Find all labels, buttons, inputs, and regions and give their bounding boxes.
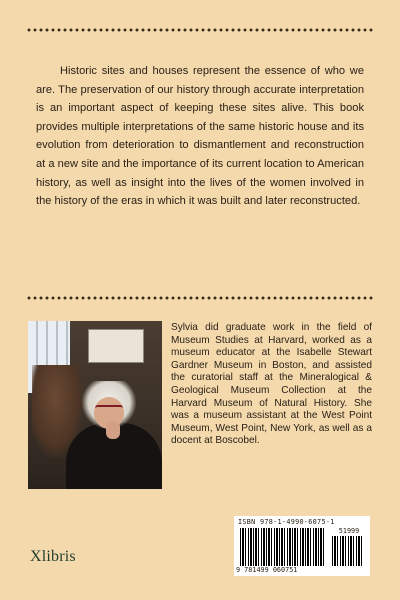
price-code-bars	[332, 536, 364, 566]
isbn-barcode	[234, 516, 370, 576]
price-code-label: 51999	[338, 527, 360, 535]
author-biography: Sylvia did graduate work in the field of Museum Studies at Harvard, worked as a museum educator at the Isabelle Stewart Gardner Museum in Boston, and assisted the curatorial staff at the Mineralogical & Geological Museum Collection at the Harvard Museum of Natural History. She was a museum assistant at the West Point Museum, West Point, New York, as well as a docent at Boscobel.	[171, 322, 372, 447]
dotted-divider-top	[26, 28, 374, 32]
author-glasses	[95, 405, 123, 413]
museum-sign	[88, 329, 144, 363]
ean-barcode-bars	[240, 528, 326, 566]
book-description: Historic sites and houses represent the essence of who we are. The preservation of our history through accurate interpretation is an important aspect of keeping these sites alive. This book provides multiple interpretations of the same historic house and its evolution from deterioration to dismantlement and reconstruction at a new site and the importance of its current location to American history, as well as insight into the lives of the women involved in the history of the eras in which it was built and later reconstructed.	[36, 65, 364, 208]
isbn-label: ISBN 978-1-4990-6075-1	[238, 518, 335, 526]
author-hand	[106, 421, 120, 439]
author-photo	[28, 321, 162, 489]
barcode-number: 9 781499 060751	[236, 566, 332, 574]
dotted-divider-middle	[26, 296, 374, 300]
publisher-logo: Xlibris	[30, 548, 76, 565]
